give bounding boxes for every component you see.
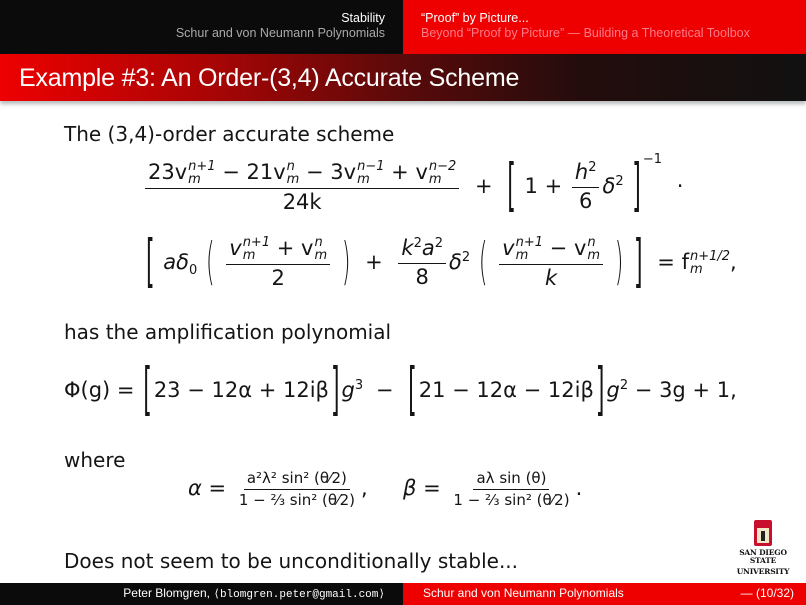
scheme-equation-line1: 23v n+1 m − 21v n m − 3v n−1 m + v n−2 m 24k + [ 1 + $\frac{h^2}{6}$ $\delta^2$ ] $^{-1}$ · — [142, 160, 683, 214]
time-difference-fraction: v n+1 m − v n m k — [499, 236, 603, 290]
average-fraction: v n+1 m + v n m 2 — [226, 236, 330, 290]
footer-page-number: — (10/32) — [740, 586, 794, 600]
nav-section-link[interactable]: Stability — [341, 11, 385, 25]
nav-current-panel — [403, 0, 806, 54]
right-paren-icon: ) — [341, 234, 351, 292]
left-paren-icon: ( — [478, 234, 488, 292]
beta-fraction: $\frac{\text{aλ sin (θ)}}{\text{1 − ⅔ sin² (θ⁄2)}}$ — [453, 469, 570, 509]
right-bracket-icon: ] — [330, 358, 340, 424]
alpha-fraction: $\frac{\text{a²λ² sin² (θ⁄2)}}{\text{1 − ⅔ sin² (θ⁄2)}}$ — [238, 469, 355, 509]
amplification-text: has the amplification polynomial — [64, 320, 392, 344]
footer-author: Peter Blomgren, — [123, 586, 214, 600]
right-paren-icon: ) — [614, 234, 624, 292]
alpha-beta-definitions: α = $\frac{\text{a²λ² sin² (θ⁄2)}}{\text{1 − ⅔ sin² (θ⁄2)}}$ , β = $\frac{\text{aλ sin (θ)}}{\text{1 − ⅔ sin² (θ⁄2)}}$ . — [188, 469, 583, 509]
right-bracket-icon: ] — [595, 358, 605, 424]
footer-author-panel — [0, 583, 403, 605]
difference-fraction — [145, 160, 459, 214]
left-bracket-icon: [ — [146, 230, 155, 296]
navigation-bar — [0, 0, 806, 54]
footer-email: ⟨blomgren.peter@gmail.com⟩ — [213, 589, 385, 601]
frame-title-bar — [0, 54, 806, 101]
scheme-equation-line2: [ $a\delta_0$ ( v n+1 m + v n m 2 ) + $\frac{k^2a^2}{8}$ $\delta^2$ ( v n+1 m − v n m k ) ] = f n+1/2 m , — [146, 230, 737, 296]
sdsu-crest-icon — [754, 520, 772, 546]
footer-bar — [0, 583, 806, 605]
h-squared-over-six: $\frac{h^2}{6}$ — [572, 161, 600, 212]
logo-text-line1: SAN DIEGO STATE — [739, 548, 787, 565]
right-bracket-icon: ] — [634, 230, 643, 296]
difference-denominator: 24k — [282, 190, 322, 214]
frame-title: Example #3: An Order-(3,4) Accurate Scheme — [19, 64, 520, 92]
footer-title-panel — [403, 583, 806, 605]
k2a2-over-eight: $\frac{k^2a^2}{8}$ — [398, 237, 446, 288]
left-bracket-icon: [ — [507, 154, 516, 220]
left-bracket-icon: [ — [408, 358, 417, 424]
nav-current-subsection-link[interactable]: Beyond “Proof by Picture” — Building a Theoretical Toolbox — [421, 26, 750, 40]
footer-talk-title: Schur and von Neumann Polynomials — [423, 586, 624, 600]
intro-text: The (3,4)-order accurate scheme — [64, 122, 395, 146]
difference-numerator: 23v n+1 m − 21v n m − 3v n−1 m + v n−2 m — [145, 160, 459, 189]
nav-section-panel — [0, 0, 403, 54]
left-paren-icon: ( — [205, 234, 215, 292]
conclusion-text: Does not seem to be unconditionally stable... — [64, 549, 519, 573]
university-logo — [735, 520, 791, 576]
where-text: where — [64, 448, 126, 472]
logo-text-line2: UNIVERSITY — [736, 567, 790, 576]
amplification-polynomial: $\Phi(g) = [23 - 12\alpha + 12i\beta]g^3 - [21 - 12\alpha - 12i\beta]g^2 - 3g + 1$, — [64, 358, 737, 424]
left-bracket-icon: [ — [143, 358, 152, 424]
nav-subsection-link[interactable]: Schur and von Neumann Polynomials — [175, 26, 385, 40]
right-bracket-icon: ] — [632, 154, 641, 220]
nav-current-section-link[interactable]: “Proof” by Picture... — [421, 11, 529, 25]
